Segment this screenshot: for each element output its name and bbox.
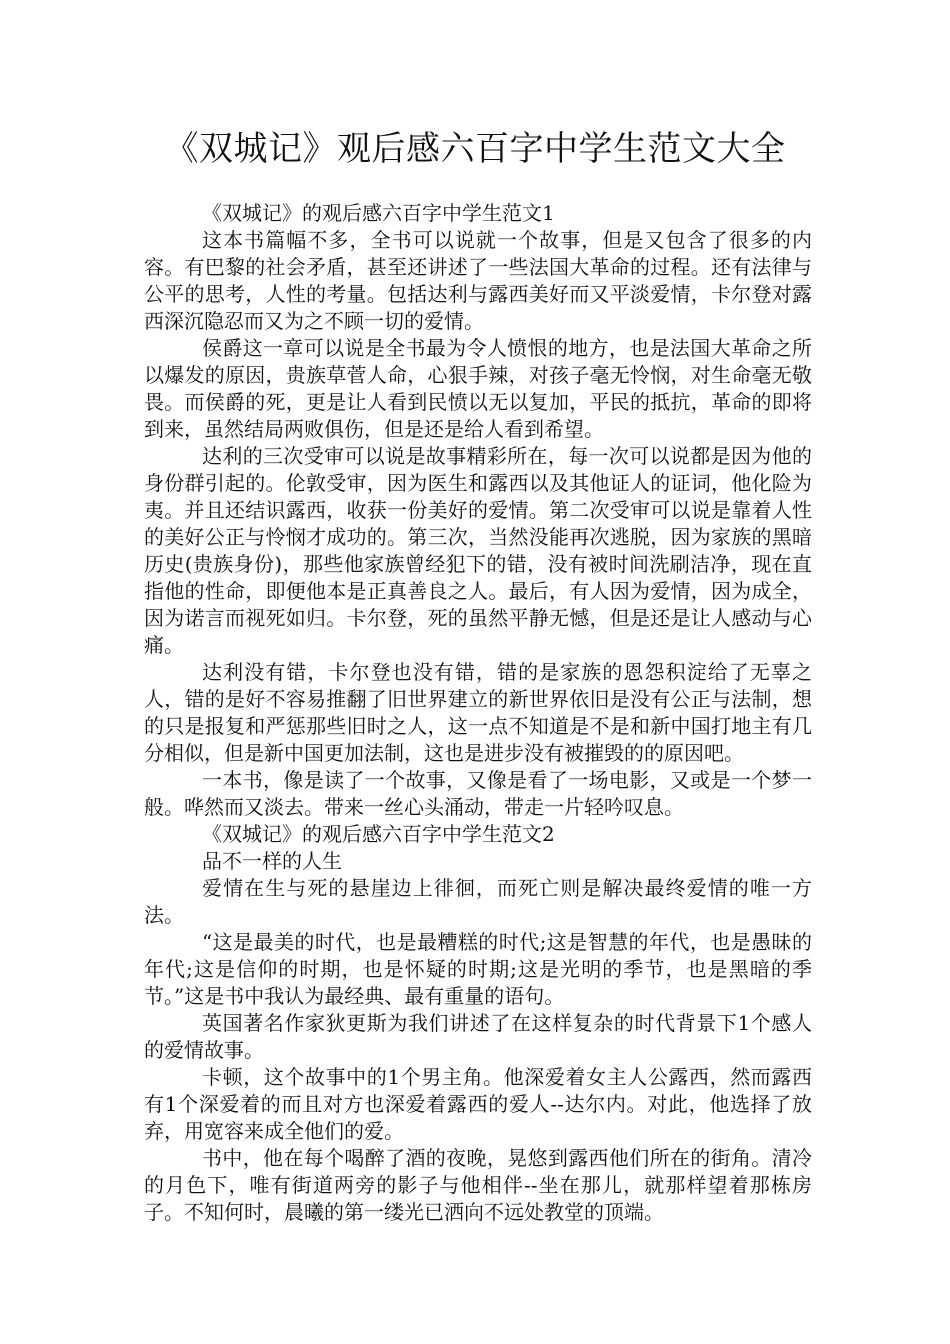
body-paragraph: 达利没有错，卡尔登也没有错，错的是家族的恩怨积淀给了无辜之人，错的是好不容易推翻了旧世界建立的新世界依旧是没有公正与法制，想的只是报复和严惩那些旧时之人，这一点不知道是不是和新中国打地主有几分相似，但是新中国更加法制，这也是进步没有被摧毁的的原因吧。 [144, 660, 812, 765]
body-paragraph: 书中，他在每个喝醉了酒的夜晚，晃悠到露西他们所在的街角。清冷的月色下，唯有街道两旁的影子与他相伴--坐在那儿，就那样望着那栋房子。不知何时，晨曦的第一缕光已洒向不远处教堂的顶端。 [144, 1146, 812, 1224]
body-paragraph: 侯爵这一章可以说是全书最为令人愤恨的地方，也是法国大革命之所以爆发的原因，贵族草菅人命，心狠手辣，对孩子毫无怜悯，对生命毫无敬畏。而侯爵的死，更是让人看到民愤以无以复加，平民的抵抗，革命的即将到来，虽然结局两败俱伤，但是还是给人看到希望。 [144, 336, 812, 441]
section-subtitle: 品不一样的人生 [202, 849, 342, 873]
body-paragraph: 这本书篇幅不多，全书可以说就一个故事，但是又包含了很多的内容。有巴黎的社会矛盾，甚至还讲述了一些法国大革命的过程。还有法律与公平的思考，人性的考量。包括达利与露西美好而又平淡爱情，卡尔登对露西深沉隐忍而又为之不顾一切的爱情。 [144, 228, 812, 333]
body-paragraph: 达利的三次受审可以说是故事精彩所在，每一次可以说都是因为他的身份群引起的。伦敦受审，因为医生和露西以及其他证人的证词，他化险为夷。并且还结识露西，收获一份美好的爱情。第二次受审可以说是靠着人性的美好公正与怜悯才成功的。第三次，当然没能再次逃脱，因为家族的黑暗历史(贵族身份)，那些他家族曾经犯下的错，没有被时间洗刷洁净，现在直指他的性命，即便他本是正真善良之人。最后，有人因为爱情，因为成全，因为诺言而视死如归。卡尔登，死的虽然平静无憾，但是还是让人感动与心痛。 [144, 444, 812, 657]
body-paragraph: 爱情在生与死的悬崖边上徘徊，而死亡则是解决最终爱情的唯一方法。 [144, 876, 812, 927]
body-paragraph: 英国著名作家狄更斯为我们讲述了在这样复杂的时代背景下1个感人的爱情故事。 [144, 1011, 812, 1062]
document-title: 《双城记》观后感六百字中学生范文大全 [164, 129, 786, 169]
section-heading-2: 《双城记》的观后感六百字中学生范文2 [202, 822, 555, 846]
document-body [144, 200, 812, 1226]
section-heading-1: 《双城记》的观后感六百字中学生范文1 [202, 201, 555, 225]
body-paragraph: 卡顿，这个故事中的1个男主角。他深爱着女主人公露西，然而露西有1个深爱着的而且对方也深爱着露西的爱人--达尔内。对此，他选择了放弃，用宽容来成全他们的爱。 [144, 1065, 812, 1143]
body-paragraph: 一本书，像是读了一个故事，又像是看了一场电影，又或是一个梦一般。哗然而又淡去。带来一丝心头涌动，带走一片轻吟叹息。 [144, 768, 812, 819]
body-paragraph: “这是最美的时代，也是最糟糕的时代;这是智慧的年代，也是愚昧的年代;这是信仰的时期，也是怀疑的时期;这是光明的季节，也是黑暗的季节。”这是书中我认为最经典、最有重量的语句。 [144, 930, 812, 1008]
